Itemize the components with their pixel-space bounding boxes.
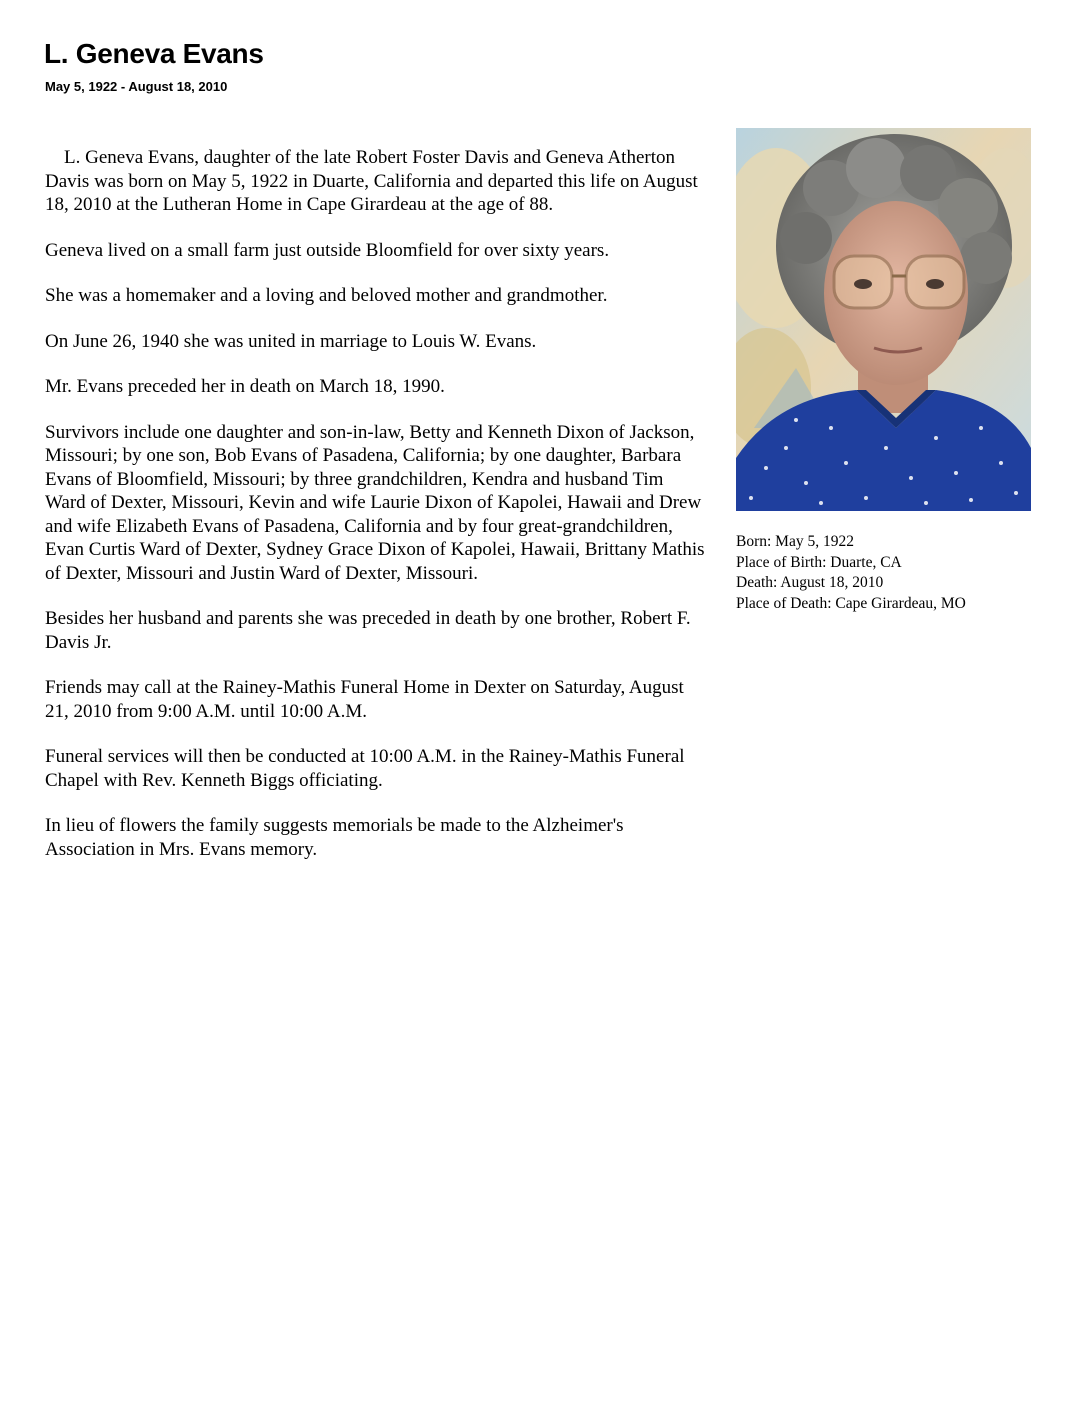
portrait-photo (736, 128, 1031, 511)
vital-facts (736, 532, 1076, 614)
paragraph-birth: L. Geneva Evans, daughter of the late Robert Foster Davis and Geneva Atherton Davis was born on May 5, 1922 in Duarte, California and departed this life on August 18, 2010 at the Lutheran Home in Cape Girardeau at the age of 88. (45, 147, 698, 215)
fact-born: Born: May 5, 1922 (736, 533, 854, 550)
life-dates: May 5, 1922 - August 18, 2010 (45, 79, 228, 94)
paragraph-homemaker: She was a homemaker and a loving and beloved mother and grandmother. (45, 285, 608, 306)
obituary-name: L. Geneva Evans (44, 38, 264, 69)
obituary-body (45, 146, 705, 883)
paragraph-memorials: In lieu of flowers the family suggests memorials be made to the Alzheimer's Association in Mrs. Evans memory. (45, 815, 624, 860)
paragraph-visitation: Friends may call at the Rainey-Mathis Funeral Home in Dexter on Saturday, August 21, 2010 from 9:00 A.M. until 10:00 A.M. (45, 677, 684, 722)
paragraph-marriage: On June 26, 1940 she was united in marriage to Louis W. Evans. (45, 330, 537, 352)
paragraph-spouse-death: Mr. Evans preceded her in death on March 18, 1990. (45, 376, 445, 397)
paragraph-services: Funeral services will then be conducted at 10:00 A.M. in the Rainey-Mathis Funeral Chapel with Rev. Kenneth Biggs officiating. (45, 746, 685, 791)
paragraph-preceded: Besides her husband and parents she was preceded in death by one brother, Robert F. Davis Jr. (45, 608, 691, 653)
paragraph-survivors: Survivors include one daughter and son-in-law, Betty and Kenneth Dixon of Jackson, Missouri; by one son, Bob Evans of Pasadena, California; by one daughter, Barbara Evans of Bloomfield, Missouri; by three grandchildren, Kendra and husband Tim Ward of Dexter, Missouri, Kevin and wife Laurie Dixon of Kapolei, Hawaii and Drew and wife Elizabeth Evans of Pasadena, California and by four great-grandchildren, Evan Curtis Ward of Dexter, Sydney Grace Dixon of Kapolei, Hawaii, Brittany Mathis of Dexter, Missouri and Justin Ward of Dexter, Missouri. (45, 421, 705, 584)
paragraph-farm: Geneva lived on a small farm just outside Bloomfield for over sixty years. (45, 239, 610, 261)
fact-death: Death: August 18, 2010 (736, 574, 884, 591)
fact-place-of-birth: Place of Birth: Duarte, CA (736, 553, 902, 571)
fact-place-of-death: Place of Death: Cape Girardeau, MO (736, 594, 966, 612)
